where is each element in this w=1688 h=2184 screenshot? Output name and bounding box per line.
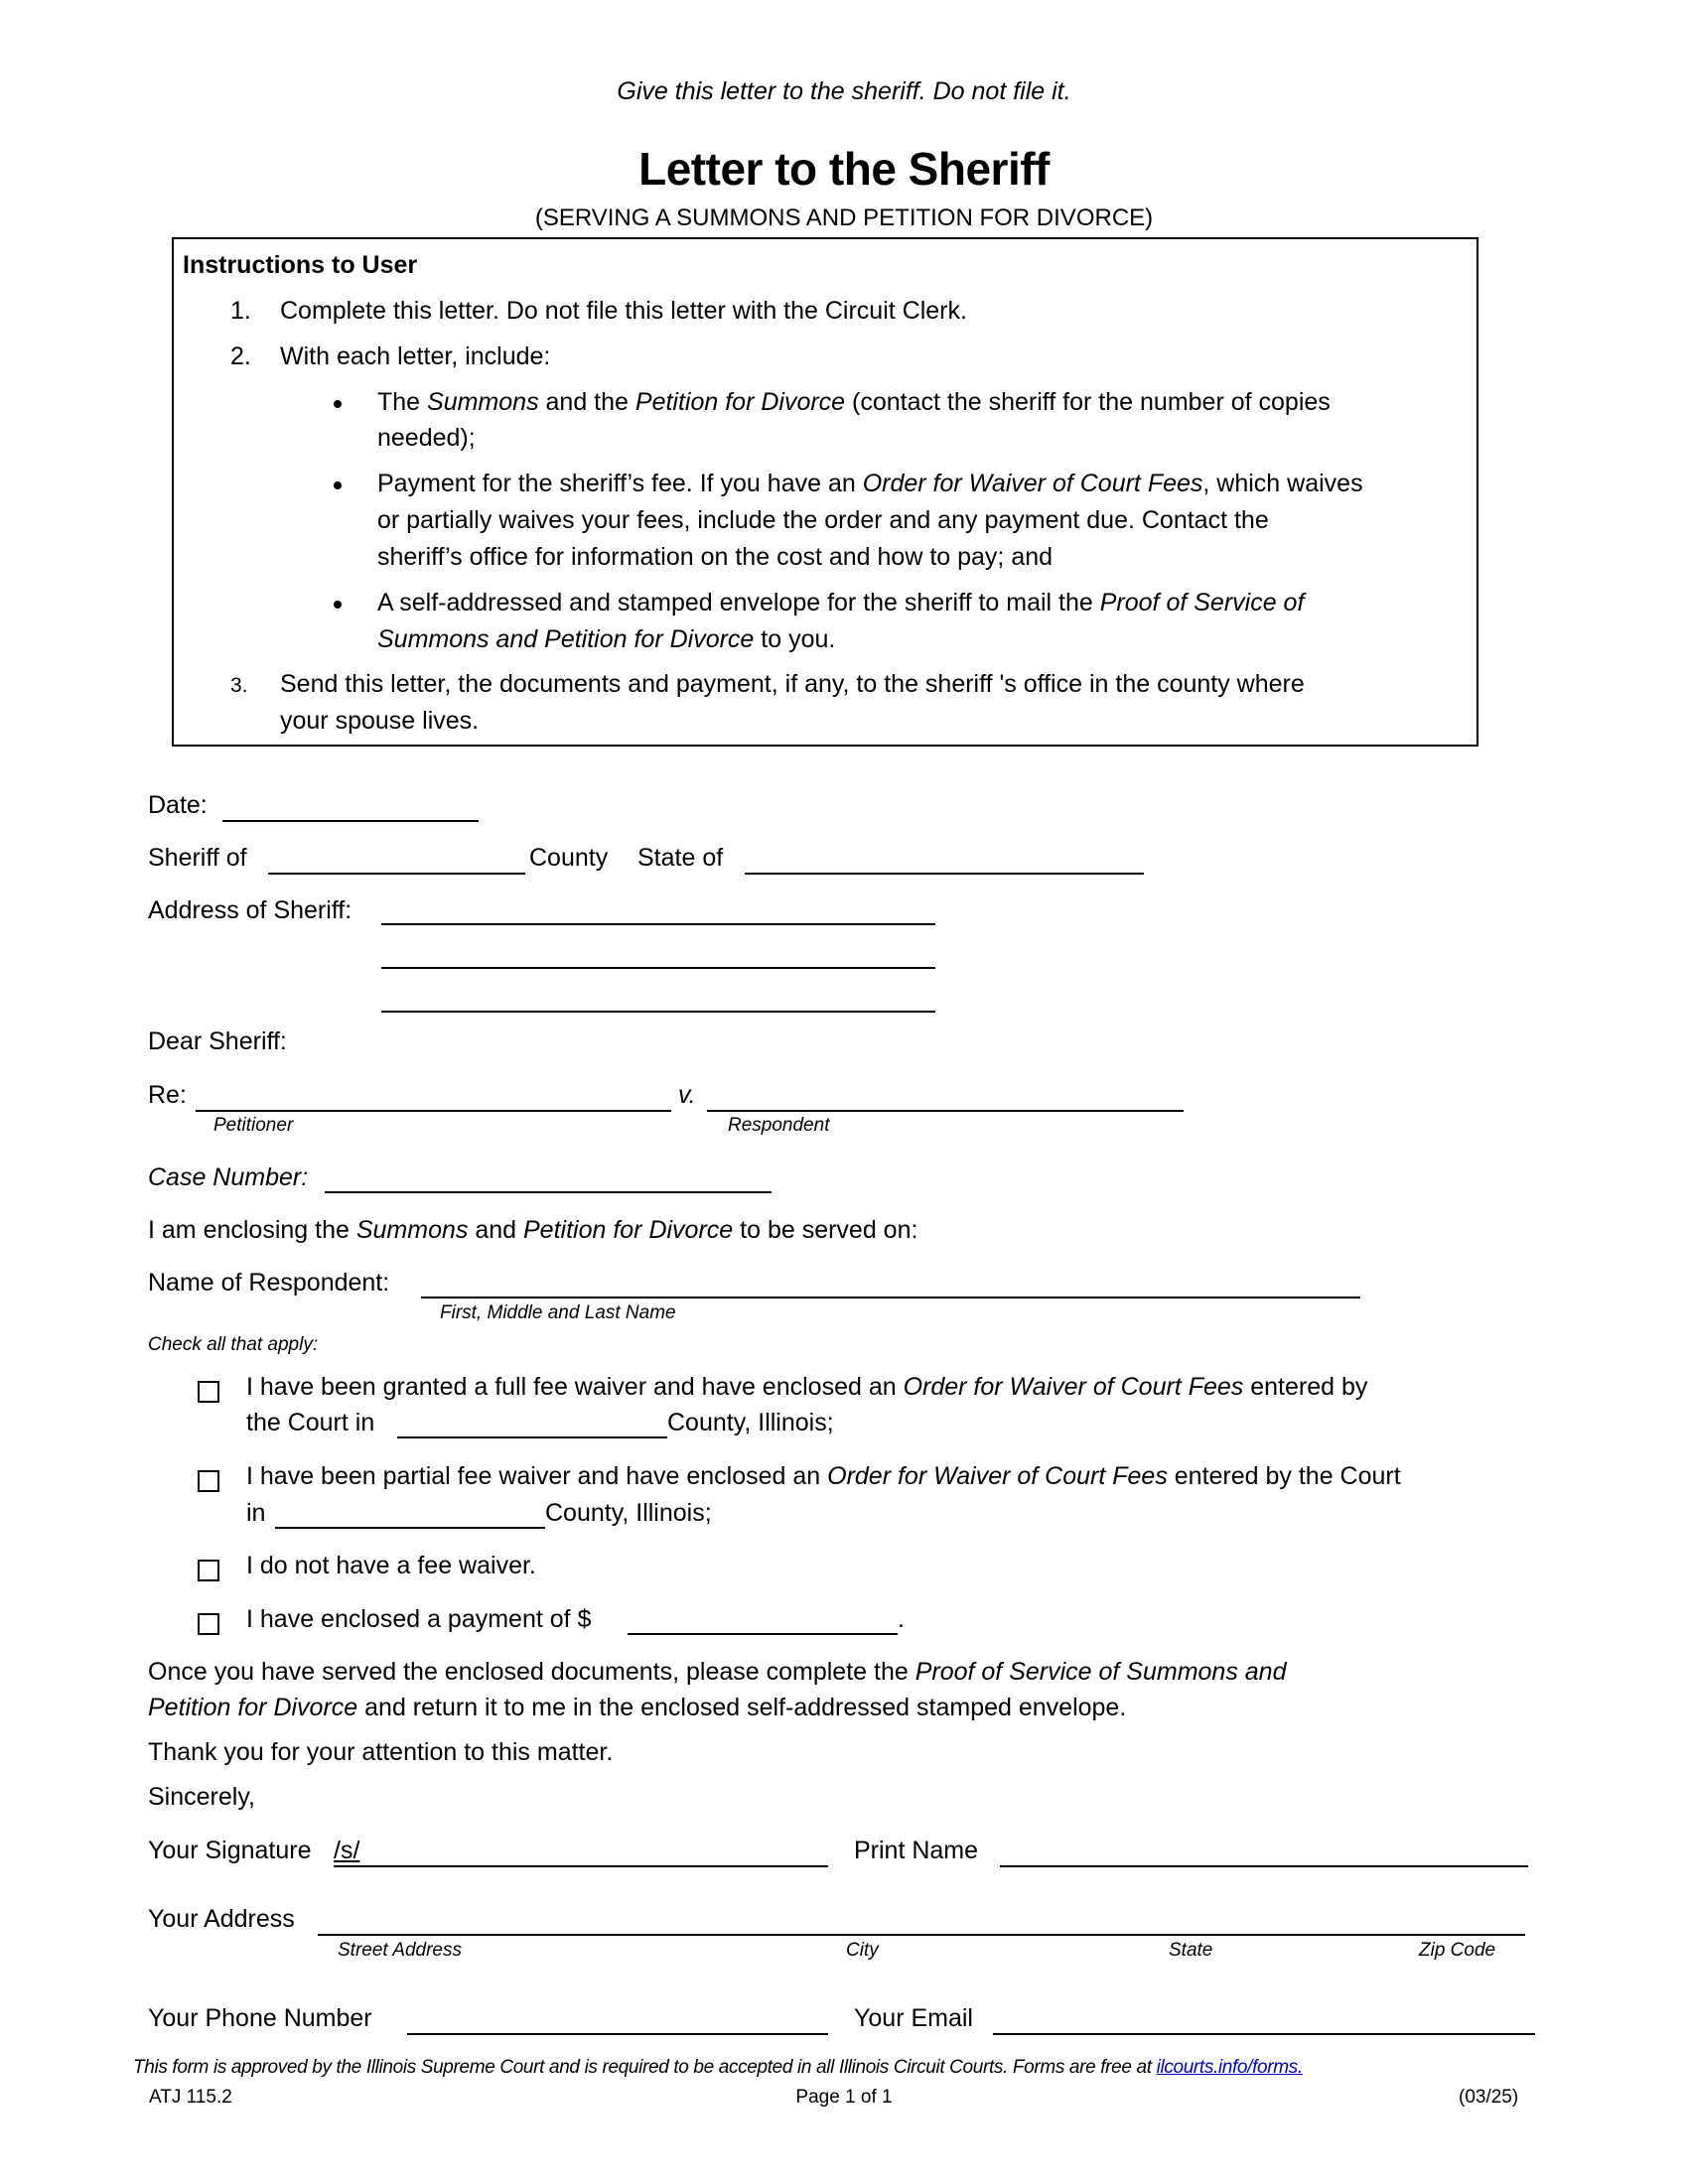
sheriff-address-line-3[interactable] bbox=[381, 1011, 935, 1013]
instruction-2-text: With each letter, include: bbox=[280, 342, 551, 370]
no-fee-waiver-text: I do not have a fee waiver. bbox=[246, 1552, 536, 1579]
respondent-name-field[interactable] bbox=[421, 1297, 1360, 1298]
state-caption: State bbox=[1169, 1940, 1213, 1961]
instruction-3-line-2: your spouse lives. bbox=[280, 707, 480, 735]
petitioner-field[interactable] bbox=[196, 1110, 671, 1112]
approval-notice: This form is approved by the Illinois Supreme Court and is required to be accepted in all Illinois Circuit Courts. Forms are free at ilcourts.info/forms. bbox=[133, 2057, 1303, 2078]
respondent-name-caption: First, Middle and Last Name bbox=[440, 1302, 676, 1323]
respondent-name-label: Name of Respondent: bbox=[148, 1269, 390, 1297]
email-field[interactable] bbox=[993, 2033, 1535, 2035]
signature-value: /s/ bbox=[334, 1837, 360, 1864]
bullet-1-line-2: needed); bbox=[377, 424, 476, 452]
partial-fee-waiver-line-2b: County, Illinois; bbox=[545, 1499, 712, 1527]
instruction-2-number: 2. bbox=[230, 342, 251, 370]
sheriff-address-line-1[interactable] bbox=[381, 923, 935, 925]
sincerely-text: Sincerely, bbox=[148, 1783, 255, 1811]
versus-text: v. bbox=[678, 1081, 696, 1109]
page-number: Page 1 of 1 bbox=[795, 2087, 893, 2108]
bullet-2-line-2: or partially waives your fees, include the order and any payment due. Contact the bbox=[377, 506, 1269, 534]
payment-period: . bbox=[898, 1605, 905, 1633]
instruction-3-line-1: Send this letter, the documents and payment, if any, to the sheriff 's office in the county where bbox=[280, 670, 1305, 698]
email-label: Your Email bbox=[854, 2004, 973, 2032]
respondent-field[interactable] bbox=[707, 1110, 1184, 1112]
instructions-heading: Instructions to User bbox=[183, 251, 418, 279]
instruction-3-number: 3. bbox=[230, 674, 248, 697]
no-fee-waiver-checkbox[interactable] bbox=[198, 1560, 219, 1581]
bullet-icon bbox=[334, 601, 342, 609]
bullet-2-line-1: Payment for the sheriff’s fee. If you have an Order for Waiver of Court Fees, which waives bbox=[377, 470, 1363, 497]
full-fee-waiver-checkbox[interactable] bbox=[198, 1381, 219, 1403]
instruction-1-text: Complete this letter. Do not file this letter with the Circuit Clerk. bbox=[280, 297, 967, 325]
payment-amount-field[interactable] bbox=[628, 1633, 898, 1635]
county-label: County bbox=[529, 844, 609, 872]
sheriff-address-line-2[interactable] bbox=[381, 967, 935, 969]
street-caption: Street Address bbox=[338, 1940, 462, 1961]
partial-fee-waiver-checkbox[interactable] bbox=[198, 1470, 219, 1492]
state-field[interactable] bbox=[745, 873, 1144, 875]
bullet-3-line-2: Summons and Petition for Divorce to you. bbox=[377, 625, 836, 653]
your-address-label: Your Address bbox=[148, 1905, 295, 1933]
signature-label: Your Signature bbox=[148, 1837, 312, 1864]
sheriff-county-field[interactable] bbox=[268, 873, 525, 875]
full-fee-waiver-line-2a: the Court in bbox=[246, 1409, 375, 1436]
respondent-caption: Respondent bbox=[728, 1115, 830, 1136]
partial-fee-waiver-county-field[interactable] bbox=[275, 1527, 545, 1529]
bullet-icon bbox=[334, 400, 342, 408]
salutation: Dear Sheriff: bbox=[148, 1027, 287, 1055]
sheriff-address-label: Address of Sheriff: bbox=[148, 896, 352, 924]
full-fee-waiver-line-1: I have been granted a full fee waiver and have enclosed an Order for Waiver of Court Fees entered by bbox=[246, 1373, 1368, 1401]
page-subtitle: (SERVING A SUMMONS AND PETITION FOR DIVORCE) bbox=[534, 205, 1154, 231]
partial-fee-waiver-line-1: I have been partial fee waiver and have enclosed an Order for Waiver of Court Fees entered by the Court bbox=[246, 1462, 1401, 1490]
zip-caption: Zip Code bbox=[1419, 1940, 1496, 1961]
check-all-label: Check all that apply: bbox=[148, 1334, 319, 1355]
page-title: Letter to the Sheriff bbox=[638, 143, 1050, 195]
closing-line-1: Once you have served the enclosed documents, please complete the Proof of Service of Summons and bbox=[148, 1658, 1287, 1686]
bullet-3-line-1: A self-addressed and stamped envelope for the sheriff to mail the Proof of Service of bbox=[377, 589, 1305, 616]
petitioner-caption: Petitioner bbox=[213, 1115, 294, 1136]
signature-field[interactable] bbox=[334, 1865, 828, 1867]
form-id: ATJ 115.2 bbox=[149, 2087, 232, 2108]
closing-line-2: Petition for Divorce and return it to me in the enclosed self-addressed stamped envelope. bbox=[148, 1694, 1127, 1721]
thanks-text: Thank you for your attention to this matter. bbox=[148, 1738, 614, 1766]
case-number-field[interactable] bbox=[325, 1191, 772, 1193]
notice-text: Give this letter to the sheriff. Do not file it. bbox=[617, 77, 1071, 105]
case-number-label: Case Number: bbox=[148, 1163, 309, 1191]
enclosing-text: I am enclosing the Summons and Petition for Divorce to be served on: bbox=[148, 1216, 918, 1244]
state-of-label: State of bbox=[637, 844, 724, 872]
forms-link[interactable]: ilcourts.info/forms. bbox=[1156, 2057, 1303, 2078]
revision-date: (03/25) bbox=[1459, 2087, 1519, 2108]
date-label: Date: bbox=[148, 791, 208, 819]
instruction-1-number: 1. bbox=[230, 297, 251, 325]
your-address-field[interactable] bbox=[318, 1934, 1525, 1936]
city-caption: City bbox=[846, 1940, 879, 1961]
bullet-1-line-1: The Summons and the Petition for Divorce (contact the sheriff for the number of copies bbox=[377, 388, 1331, 416]
full-fee-waiver-line-2b: County, Illinois; bbox=[667, 1409, 834, 1436]
print-name-field[interactable] bbox=[1000, 1865, 1528, 1867]
partial-fee-waiver-line-2a: in bbox=[246, 1499, 266, 1527]
print-name-label: Print Name bbox=[854, 1837, 979, 1864]
date-field[interactable] bbox=[222, 820, 479, 822]
bullet-2-line-3: sheriff’s office for information on the cost and how to pay; and bbox=[377, 543, 1054, 571]
bullet-icon bbox=[334, 481, 342, 489]
phone-field[interactable] bbox=[407, 2033, 828, 2035]
re-label: Re: bbox=[148, 1081, 187, 1109]
payment-enclosed-text: I have enclosed a payment of $ bbox=[246, 1605, 592, 1633]
payment-enclosed-checkbox[interactable] bbox=[198, 1613, 219, 1635]
phone-label: Your Phone Number bbox=[148, 2004, 372, 2032]
full-fee-waiver-county-field[interactable] bbox=[397, 1436, 667, 1438]
sheriff-of-label: Sheriff of bbox=[148, 844, 247, 872]
